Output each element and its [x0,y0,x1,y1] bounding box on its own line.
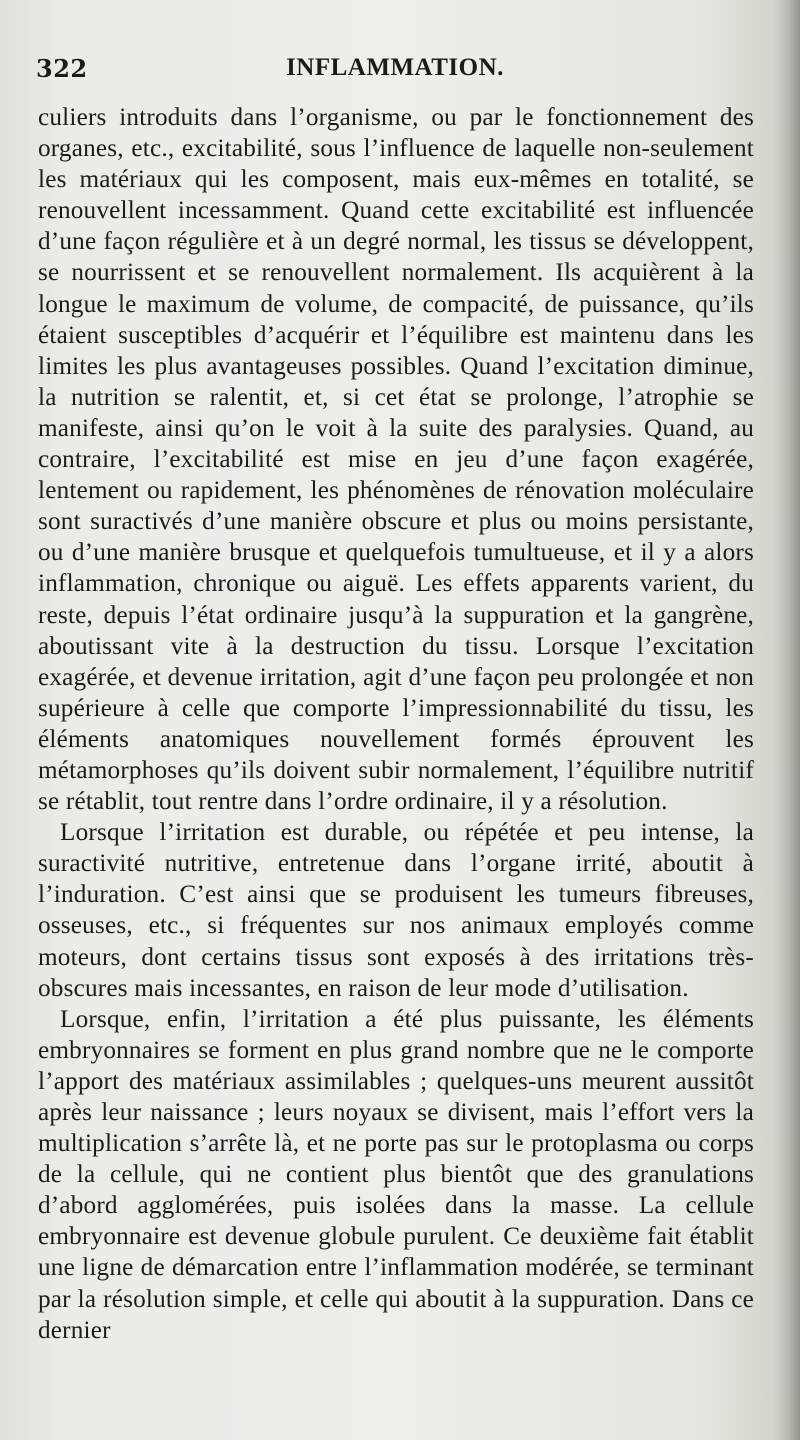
paragraph-continued: culiers introduits dans l’organisme, ou par le fonctionnement des organes, etc., excitabilité, sous l’influence de laquelle non-seulement les matériaux qui les composent, mais eux-mêmes en totalité, se renouvellent incessamment. Quand cette excitabilité est influencée d’une façon régulière et à un degré normal, les tissus se développent, se nourrissent et se renouvellent normalement. Ils acquièrent à la longue le maximum de volume, de compacité, de puissance, qu’ils étaient susceptibles d’acquérir et l’équilibre est maintenu dans les limites les plus avantageuses possibles. Quand l’excitation diminue, la nutrition se ralentit, et, si cet état se prolonge, l’atrophie se manifeste, ainsi qu’on le voit à la suite des paralysies. Quand, au contraire, l’excitabilité est mise en jeu d’une façon exagérée, lentement ou rapidement, les phénomènes de rénovation moléculaire sont suractivés d’une manière obscure et plus ou moins persistante, ou d’une manière brusque et quelquefois tumultueuse, et il y a alors inflammation, chronique ou aiguë. Les effets apparents varient, du reste, depuis l’état ordinaire jusqu’à la suppuration et la gangrène, aboutissant vite à la destruction du tissu. Lorsque l’excitation exagérée, et devenue irritation, agit d’une façon peu prolongée et non supérieure à celle que comporte l’impressionnabilité du tissu, les éléments anatomiques nouvellement formés éprouvent les métamorphoses qu’ils doivent subir normalement, l’équilibre nutritif se rétablit, tout rentre dans l’ordre ordinaire, il y a résolution. [38,104,754,816]
running-title: INFLAMMATION. [286,54,504,81]
paragraph-suppuration: Lorsque, enfin, l’irritation a été plus puissante, les éléments embryonnaires se forment en plus grand nombre que ne le comporte l’apport des matériaux assimilables ; quelques-uns meurent aussitôt après leur naissance ; leurs noyaux se divisent, mais l’effort vers la multiplication s’arrête là, et ne porte pas sur le protoplasma ou corps de la cellule, qui ne contient plus bientôt que des granulations d’abord agglomérées, puis isolées dans la masse. La cellule embryonnaire est devenue globule purulent. Ce deuxième fait établit une ligne de démarcation entre l’inflammation modérée, se terminant par la résolution simple, et celle qui aboutit à la suppuration. Dans ce dernier [38,1005,754,1344]
page-header [36,48,754,88]
body-text [38,102,754,1346]
page-number: 322 [36,54,88,83]
paragraph-induration: Lorsque l’irritation est durable, ou répétée et peu intense, la suractivité nutritive, entretenue dans l’organe irrité, aboutit à l’induration. C’est ainsi que se produisent les tumeurs fibreuses, osseuses, etc., si fréquentes sur nos animaux employés comme moteurs, dont certains tissus sont exposés à des irritations très-obscures mais incessantes, en raison de leur mode d’utilisation. [38,819,754,1002]
page-edge-shadow [774,0,800,1440]
